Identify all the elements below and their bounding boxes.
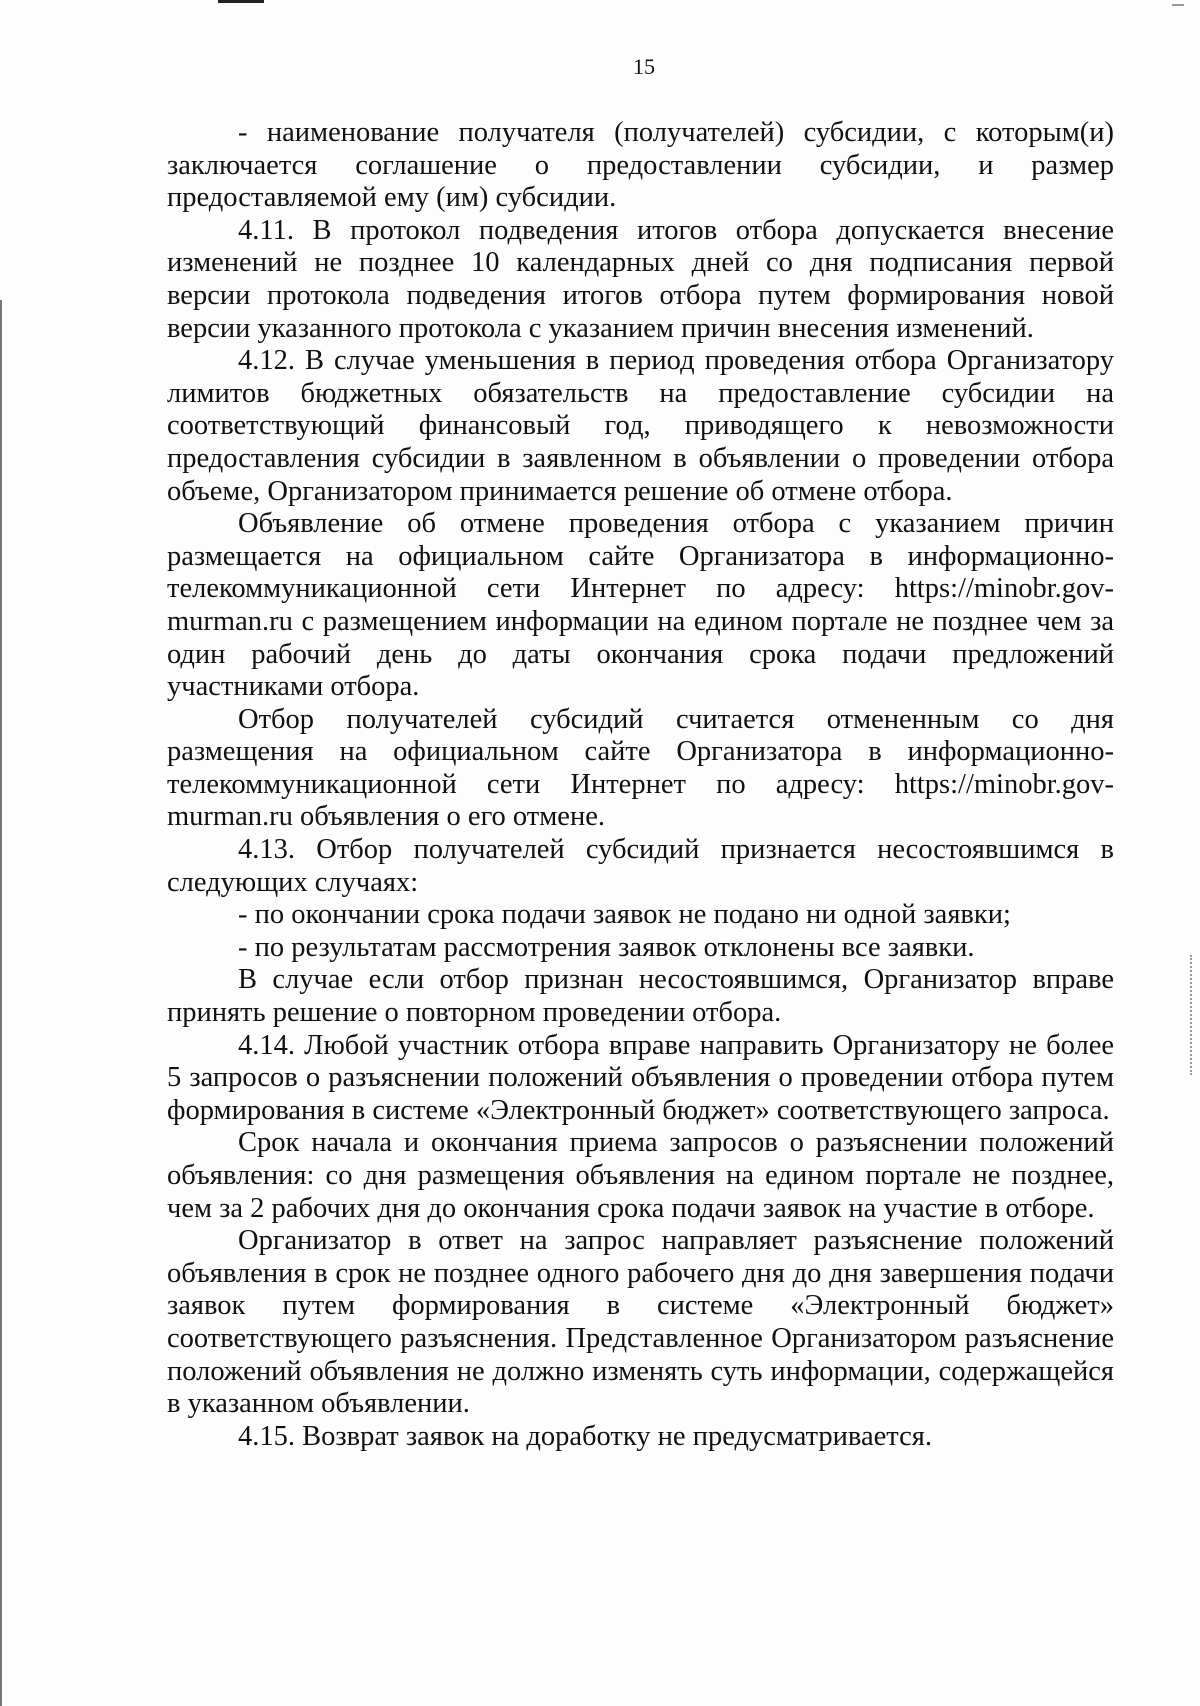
paragraph-4-11: 4.11. В протокол подведения итогов отбора допускается внесение изменений не позднее 10 календарных дней со дня подписания первой версии протокола подведения итогов отбора путем формирования новой версии указанного протокола с указанием причин внесения изменений. bbox=[167, 214, 1114, 344]
paragraph-repeat-selection: В случае если отбор признан несостоявшимся, Организатор вправе принять решение о повторном проведении отбора. bbox=[167, 964, 1114, 1029]
paragraph-organizer-response: Организатор в ответ на запрос направляет разъяснение положений объявления в срок не позднее одного рабочего дня до дня завершения подачи заявок путем формирования в системе «Электронный бюджет» соответствующего разъяснения. Представленное Организатором разъяснение положений объявления не должно изменять суть информации, содержащейся в указанном объявлении. bbox=[167, 1225, 1114, 1420]
paragraph-cancellation-notice: Объявление об отмене проведения отбора с указанием причин размещается на официальном сайте Организатора в информационно-телекоммуникационной сети Интернет по адресу: https://minobr.gov-murman.ru с размещением информации на едином портале не позднее чем за один рабочий день до даты окончания срока подачи предложений участниками отбора. bbox=[167, 508, 1114, 703]
document-body bbox=[167, 117, 1114, 1453]
paragraph-4-14: 4.14. Любой участник отбора вправе направить Организатору не более 5 запросов о разъяснении положений объявления о проведении отбора путем формирования в системе «Электронный бюджет» соответствующего запроса. bbox=[167, 1029, 1114, 1126]
scan-edge-mark bbox=[218, 0, 264, 6]
paragraph-recipient-name: - наименование получателя (получателей) субсидии, с которым(и) заключается соглашение о предоставлении субсидии, и размер предоставляемой ему (им) субсидии. bbox=[167, 117, 1114, 214]
paragraph-4-15: 4.15. Возврат заявок на доработку не предусматривается. bbox=[238, 1420, 932, 1452]
paragraph-selection-cancelled: Отбор получателей субсидий считается отмененным со дня размещения на официальном сайте Организатора в информационно-телекоммуникационной сети Интернет по адресу: https://minobr.gov-murman.ru объявления о его отмене. bbox=[167, 703, 1114, 833]
paragraph-4-12: 4.12. В случае уменьшения в период проведения отбора Организатору лимитов бюджетных обязательств на предоставление субсидии на соответствующий финансовый год, приводящего к невозможности предоставления субсидии в заявленном в объявлении о проведении отбора объеме, Организатором принимается решение об отмене отбора. bbox=[167, 345, 1114, 507]
scan-speckle bbox=[1190, 955, 1195, 1075]
list-item-no-applications: - по окончании срока подачи заявок не подано ни одной заявки; bbox=[238, 899, 1011, 931]
list-item-all-rejected: - по результатам рассмотрения заявок отклонены все заявки. bbox=[238, 931, 975, 963]
page-number: 15 bbox=[633, 54, 655, 79]
paragraph-request-period: Срок начала и окончания приема запросов о разъяснении положений объявления: со дня размещения объявления на едином портале не позднее, чем за 2 рабочих дня до окончания срока подачи заявок на участие в отборе. bbox=[167, 1127, 1114, 1224]
scan-edge-mark bbox=[1172, 4, 1184, 6]
paragraph-4-13: 4.13. Отбор получателей субсидий признается несостоявшимся в следующих случаях: bbox=[167, 834, 1114, 898]
scan-edge-line bbox=[0, 300, 2, 1706]
